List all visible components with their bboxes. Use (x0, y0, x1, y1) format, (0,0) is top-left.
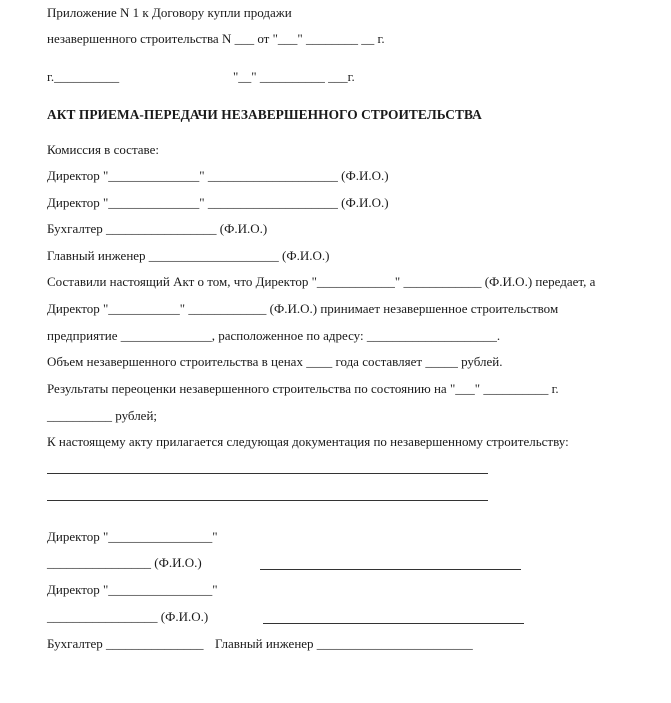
body-line: Директор "______________" ____________________ (Ф.И.О.) (47, 195, 389, 210)
blank-line (47, 473, 488, 474)
signature-line (260, 569, 521, 570)
header-line-1: Приложение N 1 к Договору купли продажи (47, 5, 292, 20)
body-line: К настоящему акту прилагается следующая документация по незавершенному строительству: (47, 434, 569, 449)
body-line: Главный инженер ____________________ (Ф.И.О.) (47, 248, 330, 263)
signature-chief-engineer: Главный инженер ________________________ (215, 636, 473, 651)
body-line: Результаты переоценки незавершенного строительства по состоянию на "___" __________ г. (47, 381, 559, 396)
place-field: г.__________ (47, 69, 120, 84)
header-line-2: незавершенного строительства N ___ от "___" ________ __ г. (47, 31, 385, 46)
body-line: __________ рублей; (47, 408, 158, 423)
signature-accountant: Бухгалтер _______________ (47, 636, 204, 651)
signature-director-2-fio: _________________ (Ф.И.О.) (47, 609, 209, 624)
body-line: Комиссия в составе: (47, 142, 159, 157)
document-title: АКТ ПРИЕМА-ПЕРЕДАЧИ НЕЗАВЕРШЕННОГО СТРОИТЕЛЬСТВА (47, 107, 482, 122)
signature-director-1-fio: ________________ (Ф.И.О.) (47, 555, 202, 570)
body-line: Составили настоящий Акт о том, что Директор "____________" ____________ (Ф.И.О.) передает, а (47, 274, 596, 289)
signature-line (263, 623, 524, 624)
body-line: Бухгалтер _________________ (Ф.И.О.) (47, 221, 268, 236)
date-field: "__" __________ ___г. (233, 69, 355, 84)
signature-director-2: Директор "________________" (47, 582, 218, 597)
body-line: Директор "______________" ____________________ (Ф.И.О.) (47, 168, 389, 183)
blank-line (47, 500, 488, 501)
signature-director-1: Директор "________________" (47, 529, 218, 544)
body-line: предприятие ______________, расположенное по адресу: ____________________. (47, 328, 501, 343)
body-line: Директор "___________" ____________ (Ф.И.О.) принимает незавершенное строительством (47, 301, 559, 316)
body-line: Объем незавершенного строительства в ценах ____ года составляет _____ рублей. (47, 354, 503, 369)
